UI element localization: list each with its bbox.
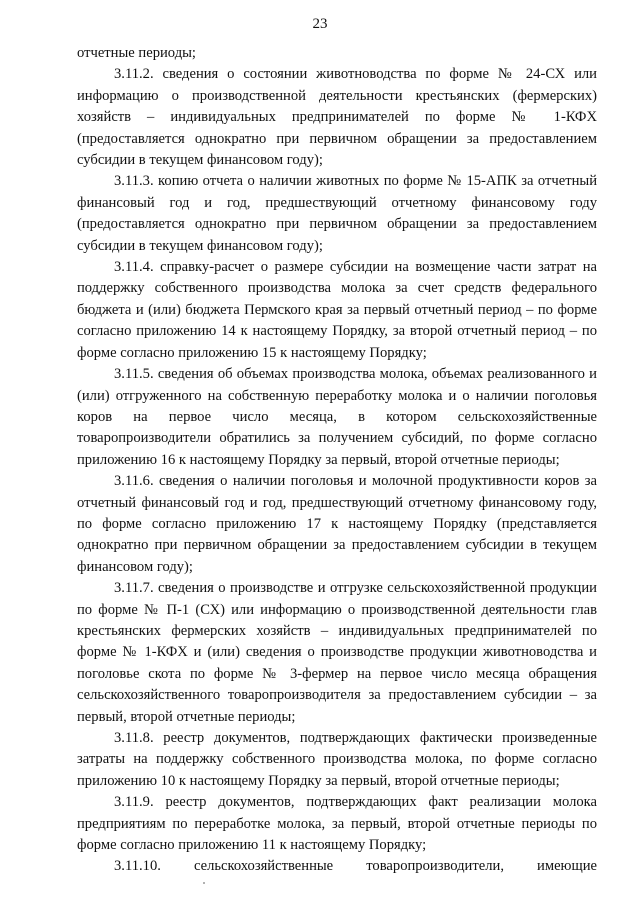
paragraph-3-11-6: 3.11.6. сведения о наличии поголовья и молочной продуктивности коров за отчетный финансовый год и год, предшествующий отчетному финансовому году, по форме согласно приложению 17 к настоящему Порядку (представляется однократно при первичном обращении за предоставлением субсидии в текущем финансовом году); xyxy=(77,473,597,575)
paragraph-3-11-3: 3.11.3. копию отчета о наличии животных по форме № 15-АПК за отчетный финансовый год и год, предшествующий отчетному финансовому году (предоставляется однократно при первичном обращении за предоставлением субсидии в текущем финансовом году); xyxy=(77,173,597,254)
paragraph-continuation: отчетные периоды; xyxy=(77,45,196,61)
paragraph-3-11-9: 3.11.9. реестр документов, подтверждающих факт реализации молока предприятиям по переработке молока, за первый, второй отчетные периоды по форме согласно приложению 11 к настоящему Порядку; xyxy=(77,794,597,854)
paragraph-3-11-7: 3.11.7. сведения о производстве и отгрузке сельскохозяйственной продукции по форме № П-1 (СХ) или информацию о производственной деятельности глав крестьянских фермерских хозяйств – индивидуальных предпринимателей по форме № 1-КФХ и (или) сведения о производстве продукции животноводства и поголовье скота по форме № 3-фермер на первое число месяца обращения сельскохозяйственного товаропроизводителя за предоставлением субсидии – за первый, второй отчетные периоды; xyxy=(77,580,597,725)
paragraph-3-11-8: 3.11.8. реестр документов, подтверждающих фактически произведенные затраты на поддержку собственного производства молока, по форме согласно приложению 10 к настоящему Порядку за первый, второй отчетные периоды; xyxy=(77,730,597,789)
document-body xyxy=(77,43,597,878)
paragraph-3-11-10: 3.11.10. сельскохозяйственные товаропроизводители, имеющие xyxy=(114,858,597,875)
paragraph-3-11-4: 3.11.4. справку-расчет о размере субсидии на возмещение части затрат на поддержку собственного производства молока за счет средств федерального бюджета и (или) бюджета Пермского края за первый отчетный период – по форме согласно приложению 14 к настоящему Порядку, за второй отчетный период – по форме согласно приложению 15 к настоящему Порядку; xyxy=(77,259,597,361)
paragraph-3-11-5: 3.11.5. сведения об объемах производства молока, объемах реализованного и (или) отгруженного на собственную переработку молока и о наличии поголовья коров на первое число месяца, в котором сельскохозяйственные товаропроизводители обратились за получением субсидий, по форме согласно приложению 16 к настоящему Порядку за первый, второй отчетные периоды; xyxy=(77,366,597,468)
scan-speck xyxy=(203,882,205,884)
paragraph-3-11-2: 3.11.2. сведения о состоянии животноводства по форме № 24-СХ или информацию о производственной деятельности крестьянских (фермерских) хозяйств – индивидуальных предпринимателей по форме № 1-КФХ (предоставляется однократно при первичном обращении за предоставлением субсидии в текущем финансовом году); xyxy=(77,66,597,169)
page-number: 23 xyxy=(312,16,328,32)
